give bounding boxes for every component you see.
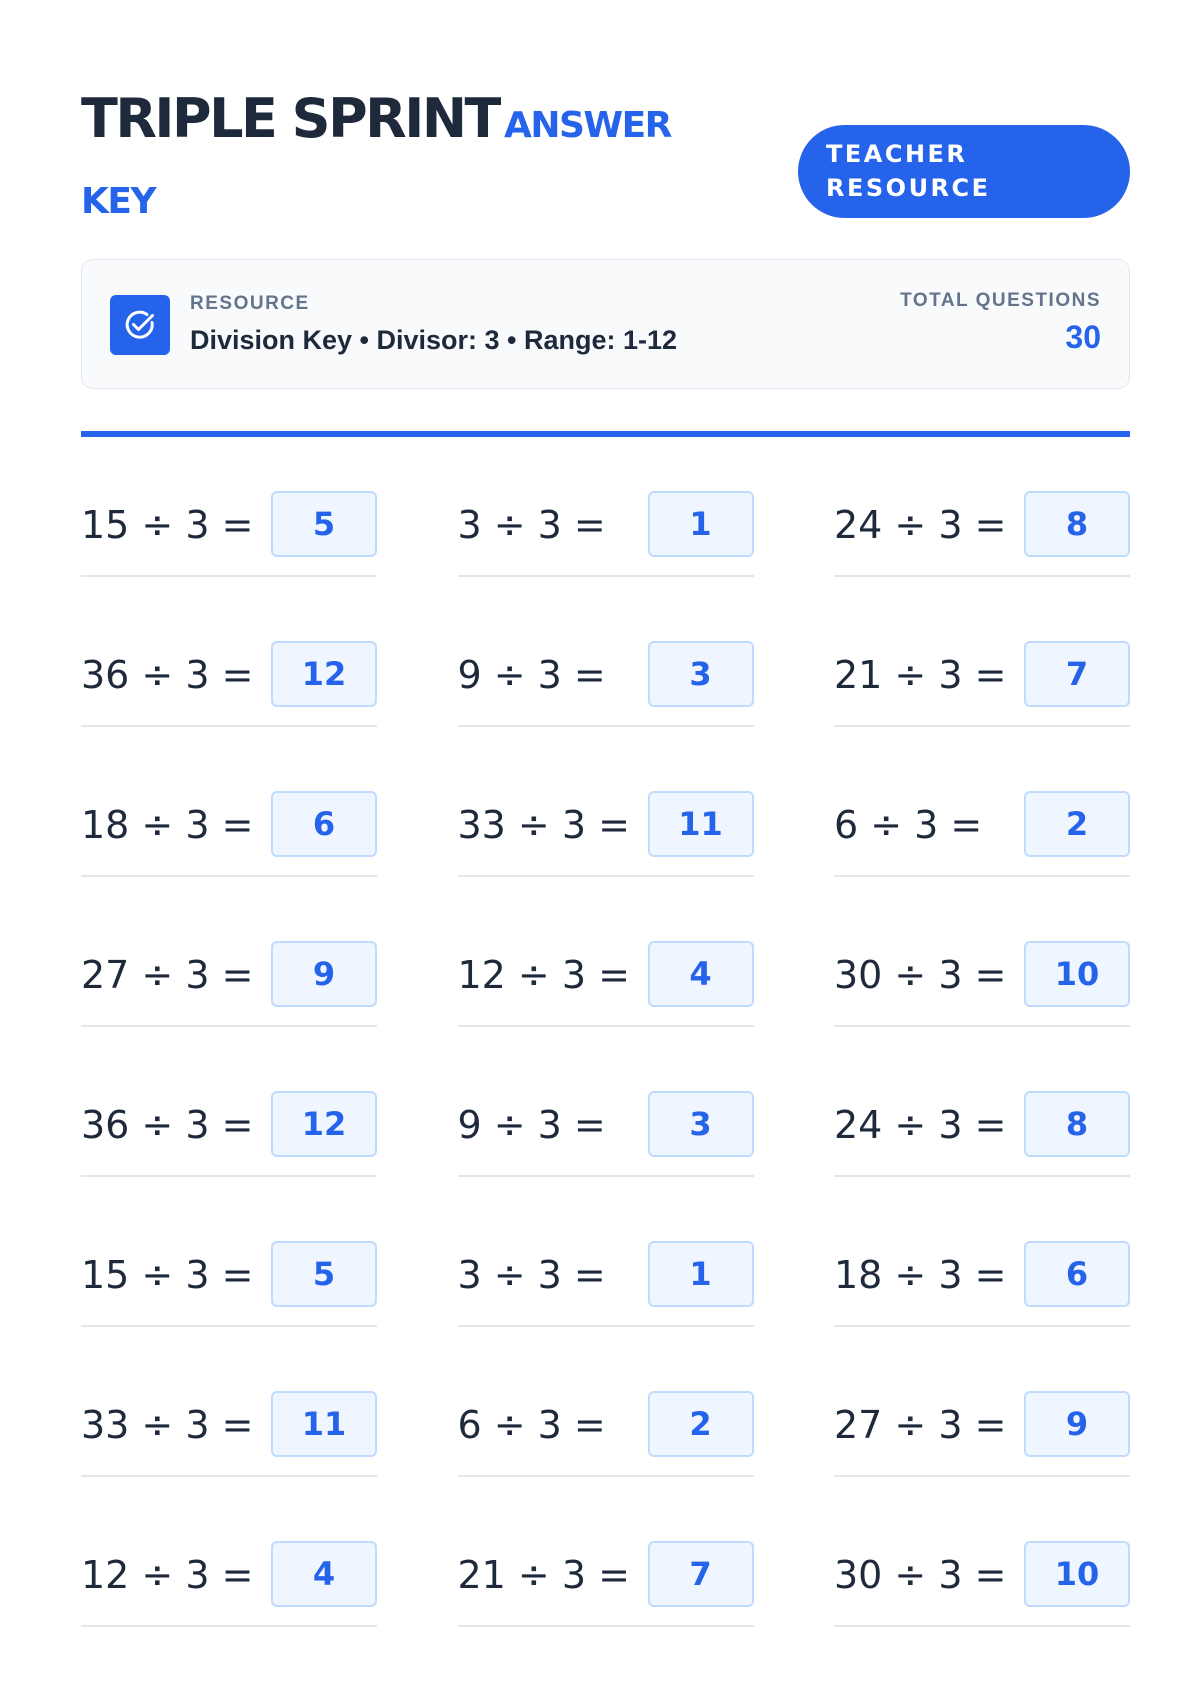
problem-item: [458, 1541, 754, 1627]
resource-info-card: [81, 259, 1130, 389]
problem-grid: [81, 491, 1130, 1691]
teacher-resource-badge: [798, 125, 1130, 218]
problem-row: [81, 491, 1130, 641]
problem-item: [458, 1241, 754, 1327]
problem-item: [834, 1091, 1130, 1177]
answer-box: 6: [271, 791, 377, 857]
page-title: [81, 84, 741, 243]
problem-row: [81, 941, 1130, 1091]
problem-item: [458, 641, 754, 727]
title-accent: ANSWER KEY: [81, 105, 671, 222]
badge-line-1: TEACHER: [826, 140, 968, 168]
answer-box: 1: [648, 1241, 754, 1307]
problem-text: 15 ÷ 3 =: [81, 503, 254, 547]
answer-box: 8: [1024, 1091, 1130, 1157]
problem-text: 24 ÷ 3 =: [834, 503, 1007, 547]
problem-text: 21 ÷ 3 =: [457, 1553, 630, 1597]
answer-box: 6: [1024, 1241, 1130, 1307]
answer-box: 2: [1024, 791, 1130, 857]
problem-item: [458, 1391, 754, 1477]
problem-item: [81, 1541, 377, 1627]
problem-item: [834, 641, 1130, 727]
problem-text: 27 ÷ 3 =: [834, 1403, 1007, 1447]
problem-item: [81, 791, 377, 877]
resource-description: Division Key • Divisor: 3 • Range: 1-12: [190, 325, 678, 355]
answer-box: 3: [648, 1091, 754, 1157]
problem-text: 33 ÷ 3 =: [81, 1403, 254, 1447]
problem-text: 9 ÷ 3 =: [457, 653, 606, 697]
answer-box: 4: [271, 1541, 377, 1607]
problem-item: [458, 1091, 754, 1177]
answer-box: 3: [648, 641, 754, 707]
problem-text: 33 ÷ 3 =: [457, 803, 630, 847]
answer-box: 4: [648, 941, 754, 1007]
resource-label: RESOURCE: [190, 293, 310, 314]
problem-text: 18 ÷ 3 =: [834, 1253, 1007, 1297]
problem-item: [834, 491, 1130, 577]
problem-text: 3 ÷ 3 =: [457, 503, 606, 547]
answer-box: 12: [271, 1091, 377, 1157]
answer-box: 2: [648, 1391, 754, 1457]
problem-text: 36 ÷ 3 =: [81, 1103, 254, 1147]
problem-item: [458, 791, 754, 877]
problem-item: [81, 941, 377, 1027]
answer-box: 7: [648, 1541, 754, 1607]
total-questions-value: 30: [1065, 319, 1101, 355]
problem-text: 27 ÷ 3 =: [81, 953, 254, 997]
answer-box: 10: [1024, 941, 1130, 1007]
answer-box: 12: [271, 641, 377, 707]
problem-item: [81, 1241, 377, 1327]
problem-item: [834, 791, 1130, 877]
problem-text: 30 ÷ 3 =: [834, 1553, 1007, 1597]
question-total: [900, 290, 1101, 356]
problem-row: [81, 1241, 1130, 1391]
problem-row: [81, 641, 1130, 791]
answer-box: 5: [271, 1241, 377, 1307]
problem-item: [81, 491, 377, 577]
problem-row: [81, 1091, 1130, 1241]
problem-text: 30 ÷ 3 =: [834, 953, 1007, 997]
problem-text: 3 ÷ 3 =: [457, 1253, 606, 1297]
problem-item: [81, 1391, 377, 1477]
problem-item: [81, 1091, 377, 1177]
problem-text: 21 ÷ 3 =: [834, 653, 1007, 697]
problem-text: 12 ÷ 3 =: [457, 953, 630, 997]
answer-box: 9: [1024, 1391, 1130, 1457]
answer-box: 11: [648, 791, 754, 857]
problem-text: 24 ÷ 3 =: [834, 1103, 1007, 1147]
problem-text: 9 ÷ 3 =: [457, 1103, 606, 1147]
problem-item: [834, 1241, 1130, 1327]
problem-text: 36 ÷ 3 =: [81, 653, 254, 697]
answer-box: 11: [271, 1391, 377, 1457]
section-divider: [81, 431, 1130, 437]
answer-box: 5: [271, 491, 377, 557]
answer-box: 1: [648, 491, 754, 557]
problem-item: [834, 1541, 1130, 1627]
answer-box: 10: [1024, 1541, 1130, 1607]
problem-item: [458, 491, 754, 577]
problem-item: [834, 941, 1130, 1027]
problem-row: [81, 1391, 1130, 1541]
problem-item: [458, 941, 754, 1027]
problem-text: 6 ÷ 3 =: [457, 1403, 606, 1447]
problem-item: [834, 1391, 1130, 1477]
problem-text: 15 ÷ 3 =: [81, 1253, 254, 1297]
title-main: TRIPLE SPRINT: [81, 87, 499, 150]
resource-details: [190, 293, 677, 357]
problem-item: [81, 641, 377, 727]
answer-box: 7: [1024, 641, 1130, 707]
problem-text: 18 ÷ 3 =: [81, 803, 254, 847]
badge-line-2: RESOURCE: [826, 174, 991, 202]
problem-row: [81, 1541, 1130, 1691]
check-circle-icon: [110, 295, 170, 355]
problem-row: [81, 791, 1130, 941]
answer-box: 8: [1024, 491, 1130, 557]
problem-text: 6 ÷ 3 =: [834, 803, 983, 847]
total-questions-label: TOTAL QUESTIONS: [900, 290, 1101, 311]
answer-box: 9: [271, 941, 377, 1007]
page-header: [81, 84, 1130, 224]
problem-text: 12 ÷ 3 =: [81, 1553, 254, 1597]
